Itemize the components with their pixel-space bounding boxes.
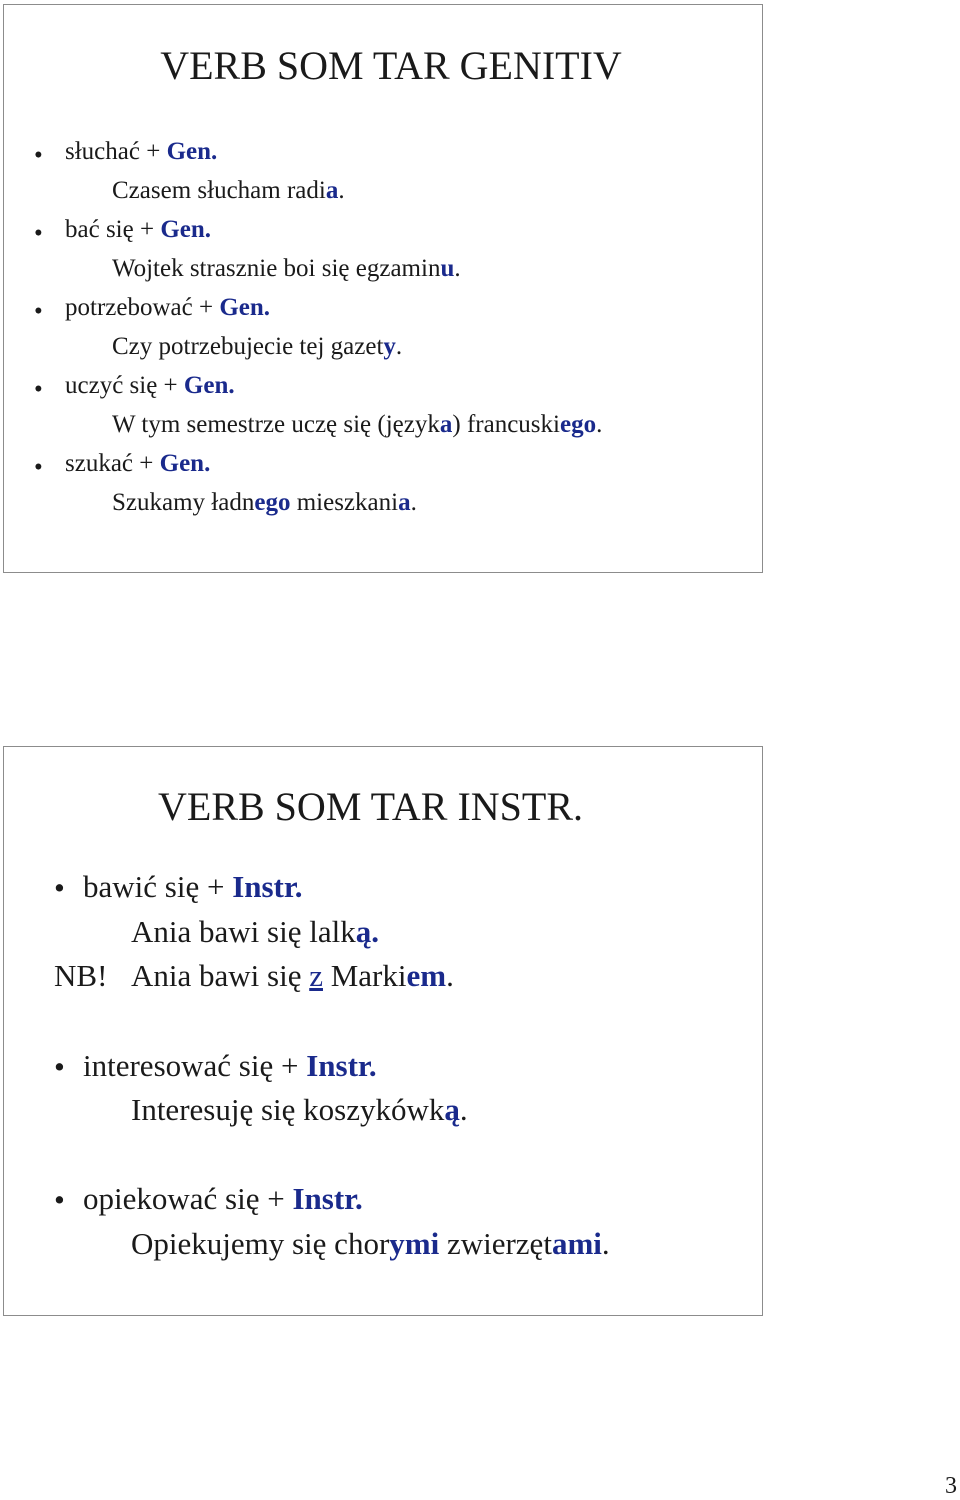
sentence-text: Marki (322, 958, 407, 993)
example-line (112, 334, 402, 359)
sentence-text: Ania bawi się (131, 958, 310, 993)
case-ending: ego (559, 411, 597, 438)
example-line (131, 1228, 610, 1259)
page-number: 3 (945, 1473, 957, 1499)
nb-label: NB! (54, 958, 108, 993)
verb-line: opiekować się + Instr. (83, 1181, 363, 1216)
verb-line: uczyć się + Gen. (65, 372, 235, 399)
case-ending: u (440, 255, 455, 282)
sentence-text: Szukamy ładn (112, 489, 255, 516)
slide-instrumental (3, 746, 763, 1316)
case-ending: ami (551, 1226, 602, 1261)
verb-line: bać się + Gen. (65, 216, 212, 243)
sentence-text: . (596, 411, 603, 438)
sentence-text: W tym semestrze uczę się (język (112, 411, 440, 438)
sentence-text: zwierzęt (439, 1226, 552, 1261)
sentence-text: . (446, 958, 454, 993)
bullet-icon: • (54, 1182, 65, 1217)
verb-line: interesować się + Instr. (83, 1048, 377, 1083)
sentence-text: . (395, 333, 403, 360)
sentence-text: Ania bawi się lalk (131, 914, 356, 949)
case-ending: a (325, 177, 339, 204)
sentence-text: . (454, 255, 461, 282)
sentence-text: ) francuski (452, 411, 560, 438)
verb-line: potrzebować + Gen. (65, 294, 271, 321)
slide-title: VERB SOM TAR INSTR. (158, 784, 584, 829)
bullet-icon: • (34, 376, 43, 403)
case-ending: ymi (389, 1226, 440, 1261)
example-line (112, 256, 461, 281)
case-ending: y (383, 333, 396, 360)
bullet-icon: • (54, 1049, 65, 1084)
example-line (131, 1094, 468, 1125)
slide-title: VERB SOM TAR GENITIV (160, 43, 622, 88)
case-ending: a (439, 411, 453, 438)
sentence-text: . (338, 177, 345, 204)
slide-genitive (3, 4, 763, 573)
bullet-icon: • (34, 142, 43, 169)
case-ending: ego (254, 489, 291, 516)
bullet-icon: • (34, 298, 43, 325)
bullet-icon: • (54, 870, 65, 905)
case-ending: . (371, 914, 379, 949)
case-ending: em (406, 958, 447, 993)
sentence-text: mieszkani (290, 489, 399, 516)
sentence-text: . (601, 1226, 610, 1261)
sentence-text: Wojtek strasznie boi się egzamin (112, 255, 441, 282)
verb-line: szukać + Gen. (65, 450, 211, 477)
sentence-text: Czy potrzebujecie tej gazet (112, 333, 384, 360)
sentence-text: . (459, 1092, 468, 1127)
preposition-underlined: z (309, 958, 323, 993)
bullet-icon: • (34, 220, 43, 247)
example-line (112, 178, 345, 203)
case-ending: a (398, 489, 411, 516)
bullet-icon: • (34, 454, 43, 481)
nb-example-line (131, 960, 454, 991)
sentence-text: Interesuję się koszykówk (131, 1092, 445, 1127)
verb-line: słuchać + Gen. (65, 138, 218, 165)
verb-line: bawić się + Instr. (83, 869, 303, 904)
case-ending: ą (355, 914, 372, 949)
example-line (112, 412, 602, 437)
sentence-text: Opiekujemy się chor (131, 1226, 390, 1261)
example-line (131, 916, 379, 947)
example-line (112, 490, 417, 515)
case-ending: ą (444, 1092, 460, 1127)
sentence-text: . (410, 489, 417, 516)
sentence-text: Czasem słucham radi (112, 177, 326, 204)
